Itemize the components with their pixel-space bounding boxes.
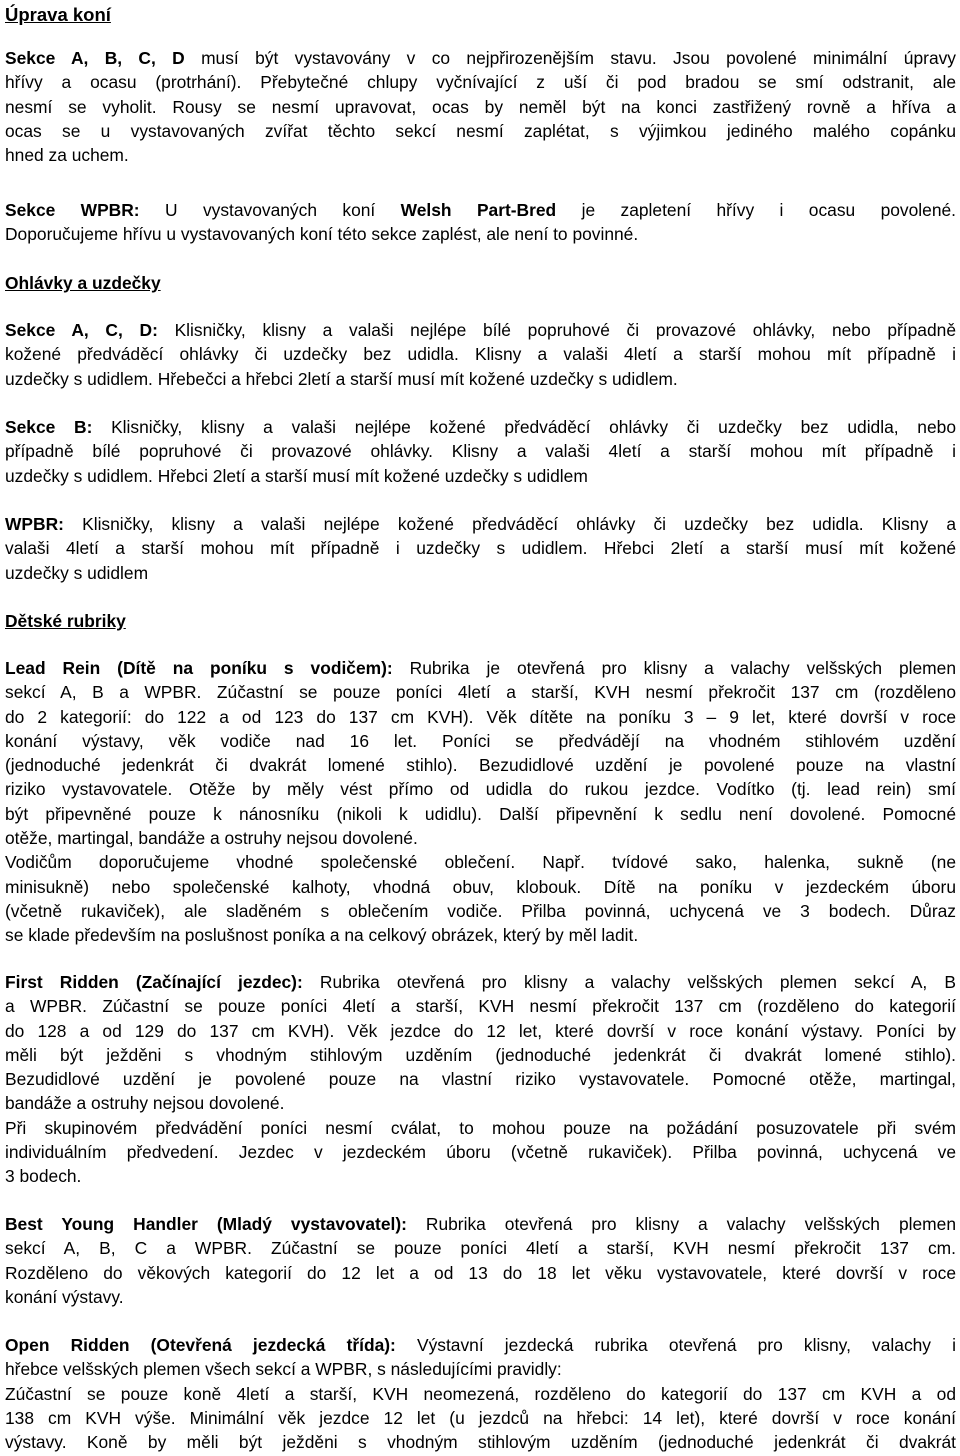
paragraph-sections-abcd [5,46,956,167]
text-line: (včetně rukaviček), ale sladěném s oblečením vodiče. Přilba povinná, uchycená ve 3 bodech. Důraz [5,900,956,921]
lead-label: First Ridden (Začínající jezdec): [5,972,303,992]
lead-label: Open Ridden (Otevřená jezdecká třída): [5,1335,396,1355]
paragraph-open-ridden [5,1333,956,1454]
text-line: Při skupinovém předvádění poníci nesmí cválat, to mohou pouze na požádání posuzovatele při svém [5,1117,956,1138]
text-line: 3 bodech. [5,1166,82,1187]
lead-label: WPBR: [5,514,64,534]
text-line: Sekce A, C, D: Klisničky, klisny a valaši nejlépe bílé popruhové či provazové ohlávky, nebo případně [5,320,956,340]
text-line: Sekce WPBR: U vystavovaných koní Welsh Part-Bred je zapletení hřívy i ocasu povolené. [5,200,956,220]
lead-label: Sekce A, B, C, D [5,48,185,68]
text-line: a WPBR. Zúčastní se pouze poníci 4letí a starší, KVH nesmí překročit 137 cm (rozděleno do kategorií [5,996,956,1017]
text-line: (jednoduché jedenkrát či dvakrát lomené stihlo). Bezudidlové uzdění je povolené pouze na vlastní [5,755,956,776]
page-title: Úprava koní [5,4,111,25]
text-line: Vodičům doporučujeme vhodné společenské oblečení. Např. tvídové sako, halenka, sukně (ne [5,852,956,873]
paragraph-first-ridden [5,970,956,1189]
text-line: hned za uchem. [5,145,129,166]
text-line: WPBR: Klisničky, klisny a valaši nejlépe kožené předváděcí ohlávky či uzdečky bez udidla. Klisny a [5,514,956,534]
paragraph-halters-wpbr [5,512,956,585]
text-line: Sekce B: Klisničky, klisny a valaši nejlépe kožené předváděcí ohlávky či uzdečky bez udidla, nebo [5,417,956,437]
text-line: Open Ridden (Otevřená jezdecká třída): Výstavní jezdecká rubrika otevřená pro klisny, valachy i [5,1335,956,1355]
text-line: hřívy a ocasu (protrhání). Přebytečné chlupy vyčnívající z uší či pod bradou se smí odstranit, ale [5,72,956,93]
text-line: First Ridden (Začínající jezdec): Rubrika otevřená pro klisny a valachy velšských plemen sekcí A, B [5,972,956,992]
text-line: valaši 4letí a starší mohou mít případně i uzdečky s udidlem. Hřebci 2letí a starší musí mít kožené [5,538,956,559]
text-line: minisukně) nebo společenské kalhoty, vhodná obuv, klobouk. Dítě na poníku v jezdeckém úboru [5,876,956,897]
text-line: bandáže a ostruhy nejsou dovolené. [5,1093,285,1114]
heading-children-classes: Dětské rubriky [5,611,126,631]
text-line: sekcí A, B, C a WPBR. Zúčastní se pouze poníci 4letí a starší, KVH nesmí překročit 137 cm. [5,1238,956,1259]
text-line: uzdečky s udidlem. Hřebečci a hřebci 2letí a starší musí mít kožené uzdečky s udidlem. [5,368,678,389]
text-line: uzdečky s udidlem [5,562,149,583]
text-line: kožené předváděcí ohlávky či uzdečky bez udidla. Klisny a valaši 4letí a starší mohou mít případně i [5,344,956,365]
text-line: nesmí se vyholit. Rousy se nesmí upravovat, ocas by neměl být na konci zastřižený rovně a hříva a [5,96,956,117]
lead-label: Sekce A, C, D: [5,320,158,340]
paragraph-lead-rein [5,656,956,948]
text-line: výstavy. Koně by měli být ježděni s vhodným stihlovým uzděním (jednoduché jedenkrát či dvakrát [5,1432,956,1453]
text-line: Bezudidlové uzdění je povolené pouze na vlastní riziko vystavovatele. Pomocné otěže, martingal, [5,1069,956,1090]
text-line: Rozděleno do věkových kategorií do 12 let a od 13 do 18 let věku vystavovatele, které dovrší v roce [5,1262,956,1283]
text-line: ocas se u vystavovaných zvířat těchto sekcí nesmí zaplétat, s výjimkou jediného malého copánku [5,120,956,141]
paragraph-halters-acd [5,318,956,391]
text-line: sekcí A, B a WPBR. Zúčastní se pouze poníci 4letí a starší, KVH nesmí překročit 137 cm (rozděleno [5,682,956,703]
text-line: Zúčastní se pouze koně 4letí a starší, KVH neomezená, rozděleno do kategorií do 137 cm KVH a od [5,1383,956,1404]
paragraph-section-wpbr [5,198,956,247]
text-line: Sekce A, B, C, D musí být vystavovány v co nejpřirozenějším stavu. Jsou povolené minimální úpravy [5,48,957,68]
paragraph-best-young-handler [5,1212,956,1309]
text-line: měli být ježděni s vhodným stihlovým uzděním (jednoduché jedenkrát či dvakrát lomené stihlo). [5,1044,956,1065]
text-line: 138 cm KVH výše. Minimální věk jezdce 12 let (u jezdců na hřebci: 14 let), které dovrší v roce konání [5,1407,956,1428]
text-line: Lead Rein (Dítě na poníku s vodičem): Rubrika je otevřená pro klisny a valachy velšských plemen [5,658,956,678]
text-line: riziko vystavovatele. Otěže by měly vést přímo od udidla do rukou jezdce. Vodítko (tj. lead rein) smí [5,779,956,800]
text-line: do 128 a od 129 do 137 cm KVH). Věk jezdce do 12 let, které dovrší v roce konání výstavy. Poníci by [5,1020,956,1041]
text-line: případně bílé popruhové či provazové ohlávky. Klisny a valaši 4letí a starší mohou mít případně i [5,441,956,462]
lead-label: Best Young Handler (Mladý vystavovatel): [5,1214,407,1234]
text-line: hřebce velšských plemen všech sekcí a WPBR, s následujícími pravidly: [5,1359,562,1380]
heading-halters: Ohlávky a uzdečky [5,273,161,293]
text-line: Doporučujeme hřívu u vystavovaných koní této sekce zaplést, ale není to povinné. [5,224,639,245]
text-line: konání výstavy. [5,1286,124,1307]
text-line: do 2 kategorií: do 122 a od 123 do 137 cm KVH). Věk dítěte na poníku 3 – 9 let, které dovrší v roce [5,706,956,727]
text-line: otěže, martingal, bandáže a ostruhy nejsou dovolené. [5,828,418,849]
lead-label: Sekce WPBR: [5,200,140,220]
text-line: individuálním předvedení. Jezdec v jezdeckém úboru (včetně rukaviček). Přilba povinná, uchycená ve [5,1142,956,1163]
breed-name: Welsh Part-Bred [400,200,557,220]
text-line: konání výstavy, věk vodiče nad 16 let. Poníci se předvádějí na vhodném stihlovém uzdění [5,730,956,751]
text-line: být připevněné pouze k nánosníku (nikoli k udidlu). Další připevnění k sedlu není dovolené. Pomocné [5,803,956,824]
text-line: Best Young Handler (Mladý vystavovatel): Rubrika otevřená pro klisny a valachy velšských plemen [5,1214,956,1234]
text-line: se klade především na poslušnost poníka a na celkový obrázek, který by měl ladit. [5,925,639,946]
paragraph-halters-b [5,415,956,488]
lead-label: Sekce B: [5,417,93,437]
lead-label: Lead Rein (Dítě na poníku s vodičem): [5,658,393,678]
text-line: uzdečky s udidlem. Hřebci 2letí a starší musí mít kožené uzdečky s udidlem [5,465,588,486]
